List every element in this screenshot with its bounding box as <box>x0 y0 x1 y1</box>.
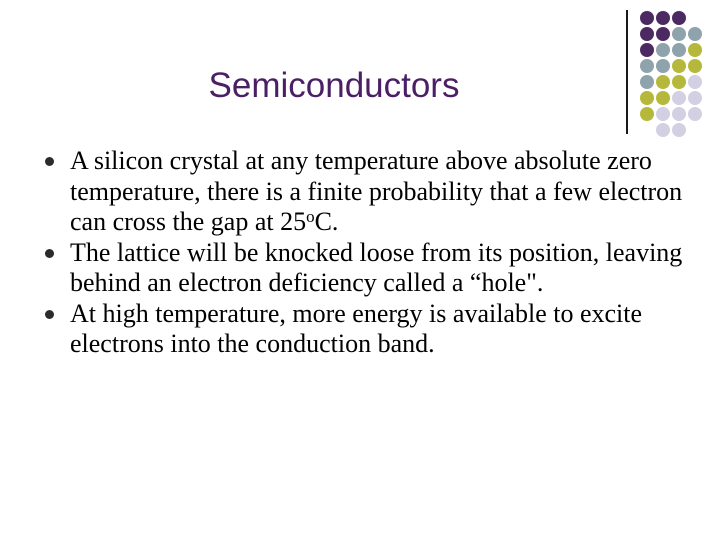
bullet-text: A silicon crystal at any temperature above absolute zero temperature, there is a finite probability that a few electron can cross the gap at 25 <box>70 146 683 236</box>
vertical-divider <box>626 10 628 134</box>
decorative-dot <box>640 11 654 25</box>
decorative-dot <box>656 27 670 41</box>
decorative-dot <box>672 27 686 41</box>
decorative-dot <box>656 75 670 89</box>
decorative-dot <box>640 27 654 41</box>
bullet-text: The lattice will be knocked loose from its position, leaving behind an electron deficiency called a “hole". <box>70 237 683 297</box>
bullet-marker <box>45 157 54 166</box>
decorative-dot <box>688 75 702 89</box>
decorative-dot <box>688 27 702 41</box>
decorative-dot <box>656 91 670 105</box>
decorative-dot <box>640 75 654 89</box>
decorative-dot <box>672 107 686 121</box>
decorative-dot <box>656 123 670 137</box>
decorative-dot <box>672 123 686 137</box>
decorative-dot <box>656 59 670 73</box>
decorative-dot <box>672 91 686 105</box>
degree-superscript: o <box>306 207 315 226</box>
decorative-dot <box>672 43 686 57</box>
bullet-list <box>42 146 702 360</box>
decorative-dot <box>672 11 686 25</box>
decorative-dot <box>656 11 670 25</box>
decorative-dot <box>688 91 702 105</box>
bullet-text: At high temperature, more energy is available to excite electrons into the conduction band. <box>70 298 643 358</box>
decorative-dot <box>640 43 654 57</box>
bullet-item <box>42 146 702 238</box>
decorative-dot <box>656 43 670 57</box>
bullet-item <box>42 238 702 299</box>
decorative-dot <box>656 107 670 121</box>
decorative-dot <box>672 75 686 89</box>
bullet-text-end: C. <box>314 207 339 236</box>
decorative-dot <box>688 43 702 57</box>
decorative-dot <box>640 107 654 121</box>
decorative-dot <box>688 59 702 73</box>
bullet-marker <box>45 310 54 319</box>
bullet-marker <box>45 249 54 258</box>
decorative-dot <box>640 91 654 105</box>
decorative-dot <box>672 59 686 73</box>
decorative-dot <box>688 107 702 121</box>
decorative-dot <box>640 59 654 73</box>
bullet-item <box>42 299 702 360</box>
slide-title: Semiconductors <box>208 66 460 105</box>
